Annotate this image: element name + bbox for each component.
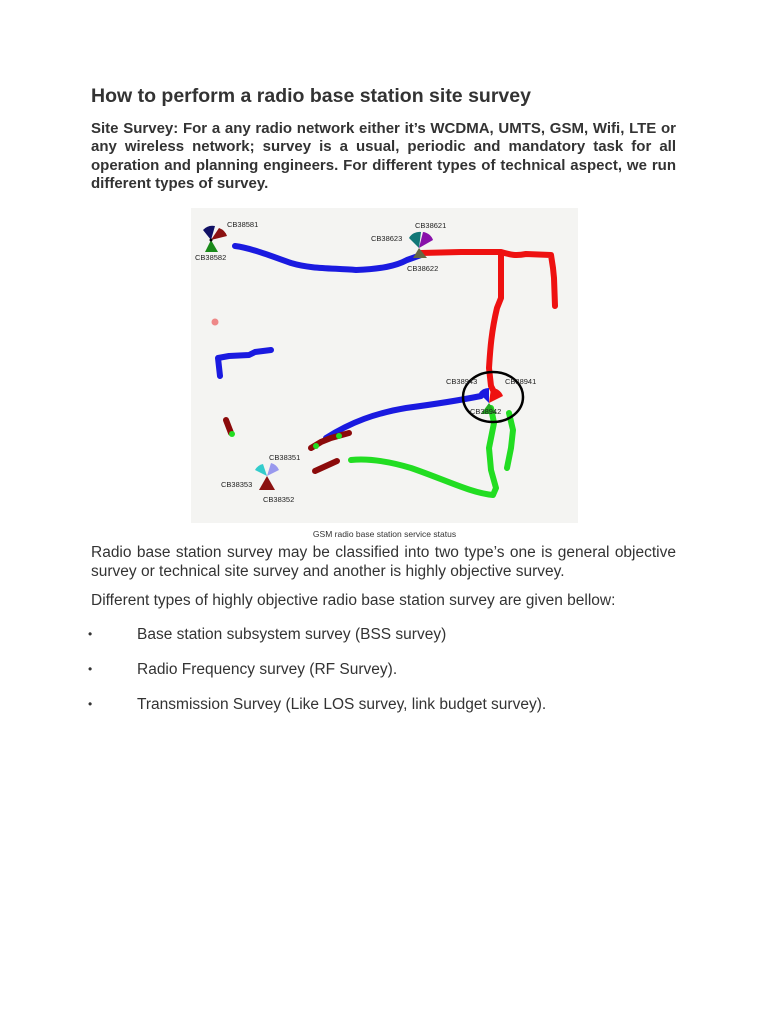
measurement-dot <box>212 319 219 326</box>
intro-paragraph: Site Survey: For a any radio network either it’s WCDMA, UMTS, GSM, Wifi, LTE or any wireless network; survey is a usual, periodic and mandatory task for all operation and planning engineers. For different types of technical aspect, we run different types of survey. <box>91 120 676 192</box>
label-cb38941: CB38941 <box>505 377 537 386</box>
green-route-right <box>507 413 513 468</box>
site-cb3858x <box>203 226 227 252</box>
list-item <box>0 626 768 650</box>
survey-map <box>191 208 578 523</box>
list-item-text: Base station subsystem survey (BSS survey) <box>137 626 447 643</box>
green-route-dot <box>313 443 319 449</box>
list-item-text: Transmission Survey (Like LOS survey, link budget survey). <box>137 696 547 713</box>
site-cb3835x <box>255 463 279 490</box>
blue-route-upper <box>235 246 421 270</box>
label-cb38353: CB38353 <box>221 480 253 489</box>
label-cb38352: CB38352 <box>263 495 295 504</box>
label-cb38581: CB38581 <box>227 220 259 229</box>
darkred-route-segment <box>226 420 231 433</box>
label-cb38621: CB38621 <box>415 221 447 230</box>
survey-map-figure <box>191 208 578 523</box>
paragraph-survey-classification: Radio base station survey may be classified into two type’s one is general objective survey or technical site survey and another is highly objective survey. <box>91 544 676 580</box>
green-route-dot <box>336 433 342 439</box>
green-route-loop <box>351 408 496 495</box>
label-cb38943: CB38943 <box>446 377 478 386</box>
list-item-text: Radio Frequency survey (RF Survey). <box>137 661 398 678</box>
red-route-upper <box>421 252 555 306</box>
darkred-route-segment <box>315 461 337 471</box>
paragraph-survey-types-intro: Different types of highly objective radio base station survey are given bellow: <box>91 592 616 609</box>
label-cb38351: CB38351 <box>269 453 301 462</box>
label-cb38622: CB38622 <box>407 264 439 273</box>
bullet-icon: • <box>88 697 93 711</box>
page-title: How to perform a radio base station site survey <box>91 85 531 107</box>
figure-caption: GSM radio base station service status <box>312 529 457 539</box>
list-item <box>0 661 768 685</box>
blue-route-left <box>218 350 271 376</box>
list-item <box>0 696 768 720</box>
green-route-dot <box>229 431 235 437</box>
label-cb38942: CB38942 <box>470 407 502 416</box>
bullet-icon: • <box>88 662 93 676</box>
label-cb38582: CB38582 <box>195 253 227 262</box>
bullet-icon: • <box>88 627 93 641</box>
label-cb38623: CB38623 <box>371 234 403 243</box>
